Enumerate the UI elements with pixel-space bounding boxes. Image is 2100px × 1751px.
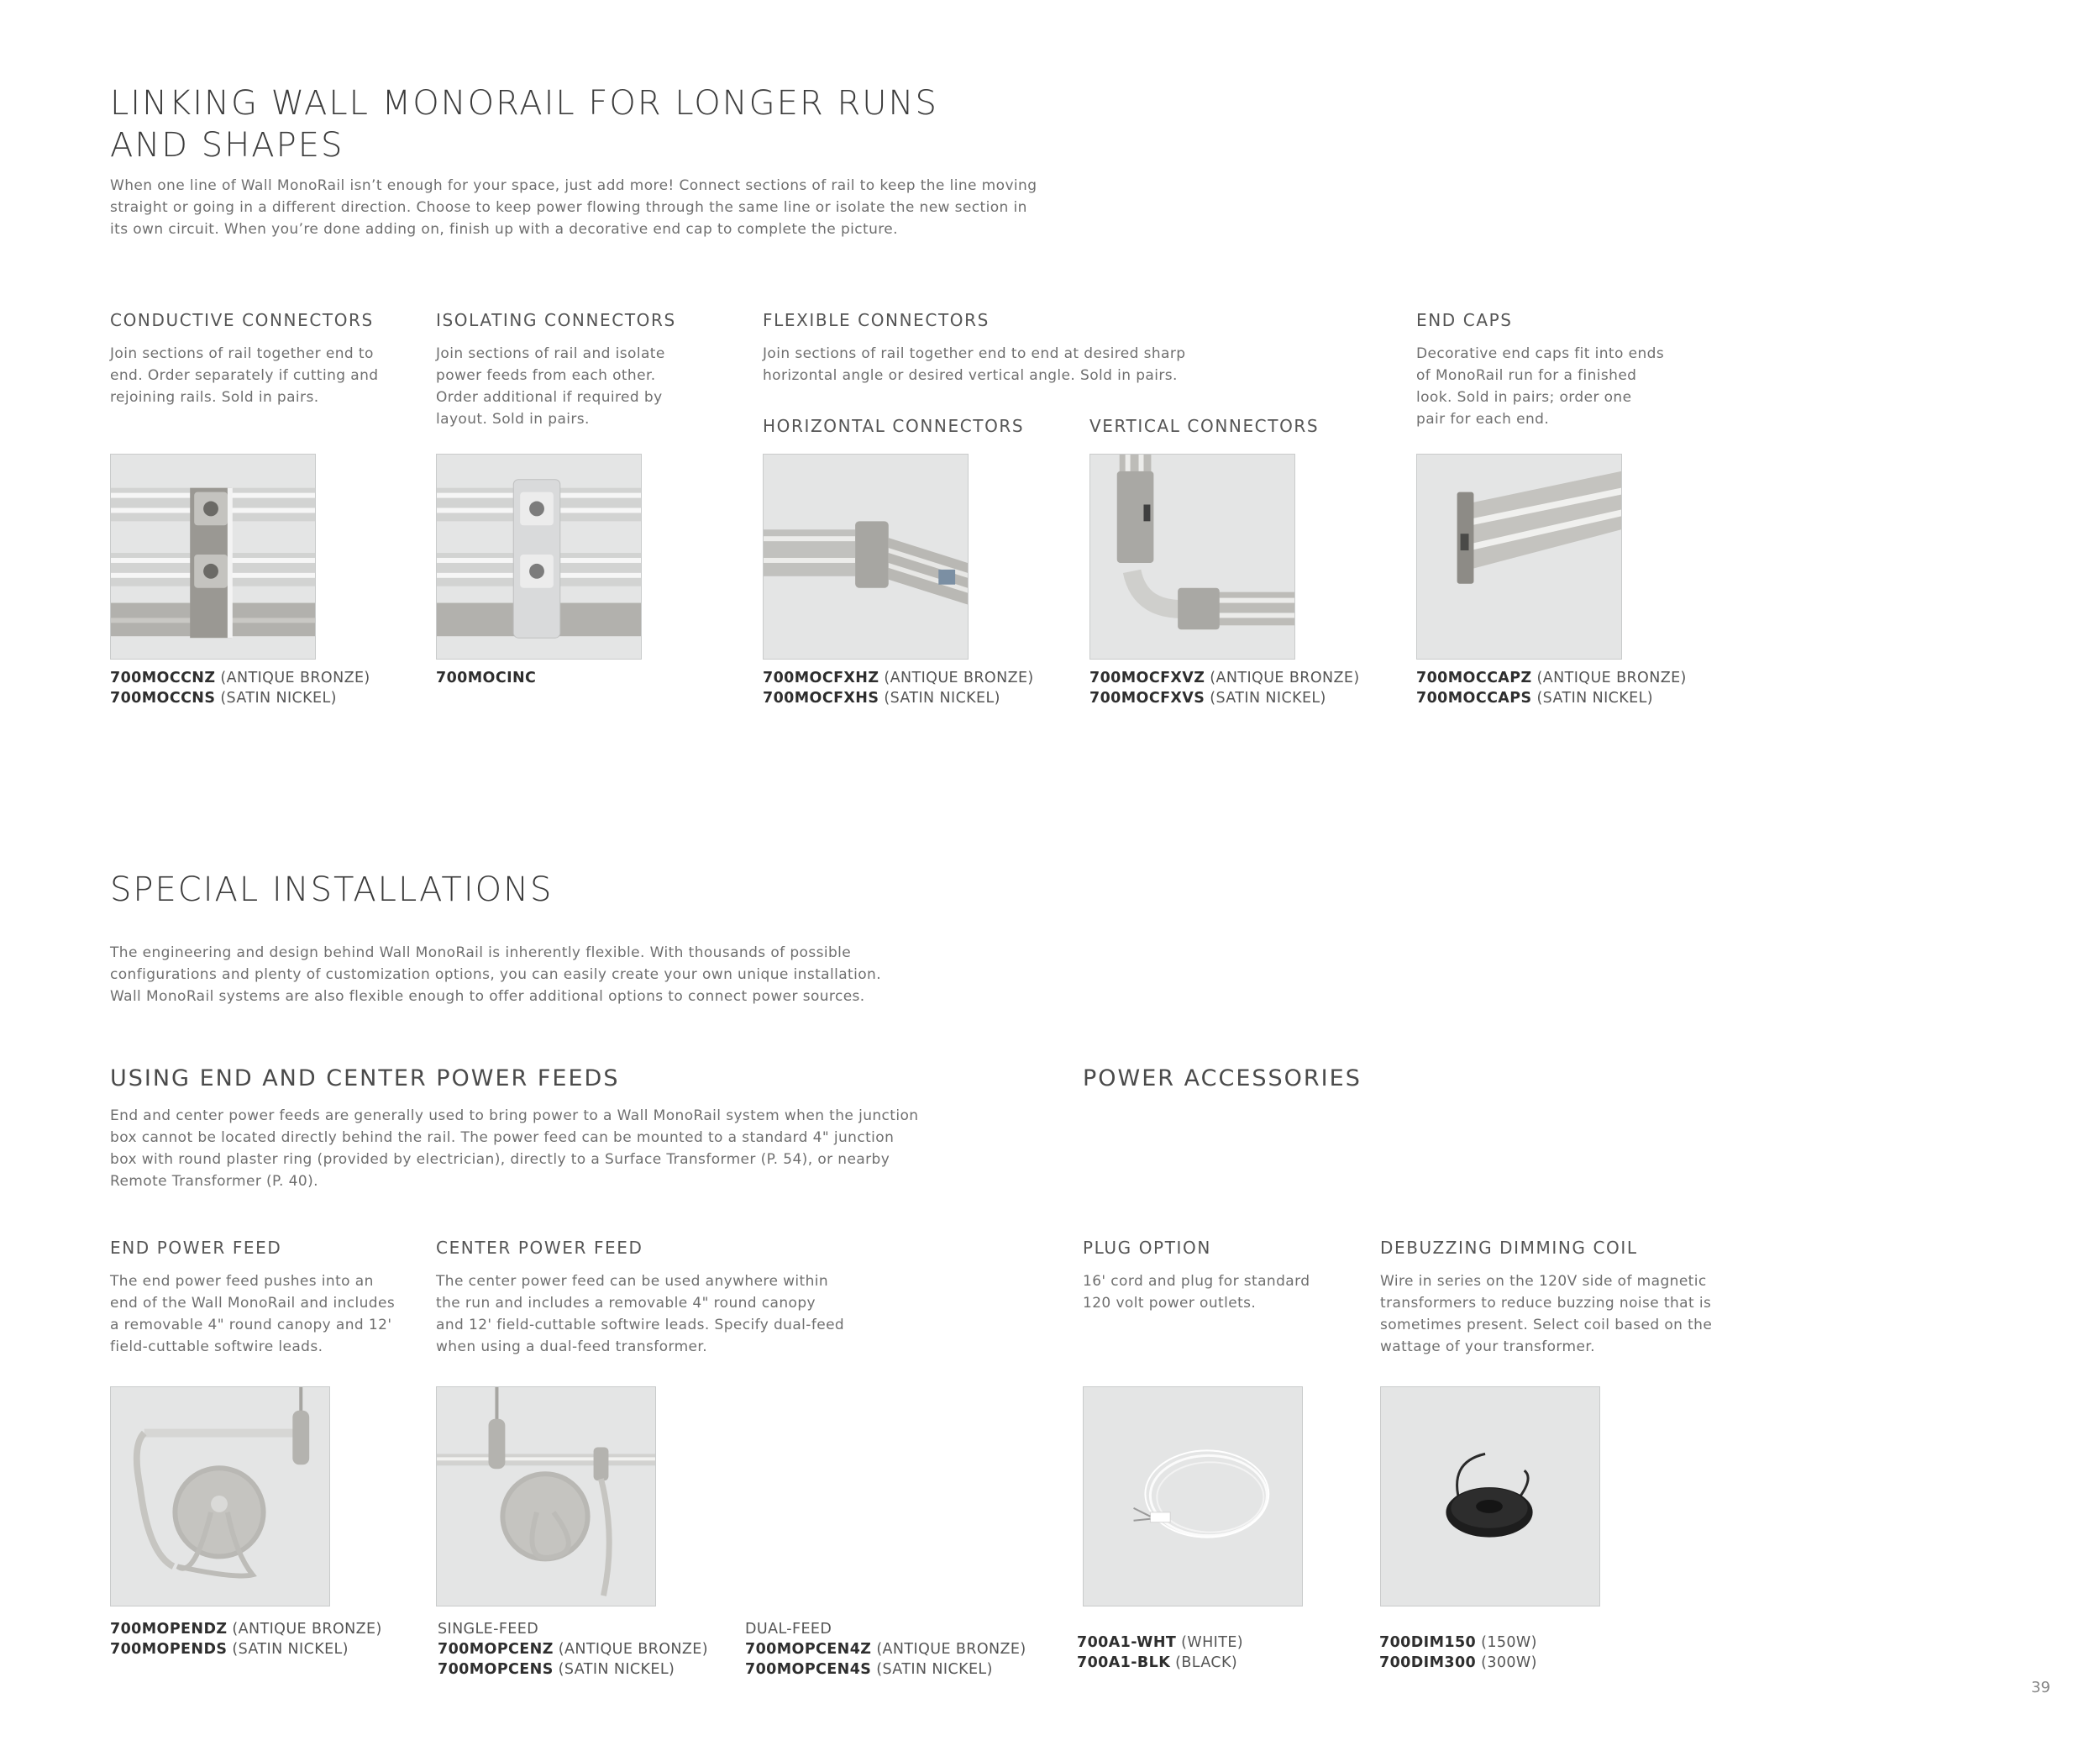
single-feed-block: [438, 1619, 708, 1680]
desc-line: power feeds from each other.: [436, 367, 656, 384]
product-code: 700MOCFXVS: [1089, 690, 1205, 707]
desc-line: horizontal angle or desired vertical angle. Sold in pairs.: [763, 367, 1178, 384]
product-finish: (150W): [1476, 1634, 1537, 1651]
special-intro-line: Wall MonoRail systems are also flexible enough to offer additional options to connect power sources.: [110, 988, 865, 1005]
product-code: 700MOCCNZ: [110, 670, 216, 686]
product-finish: (SATIN NICKEL): [871, 1661, 993, 1678]
center-power-feed-photo: [436, 1386, 656, 1606]
product-code: 700MOPCENZ: [438, 1641, 554, 1658]
desc-line: sometimes present. Select coil based on the: [1380, 1317, 1713, 1333]
vertical-heading: VERTICAL CONNECTORS: [1089, 416, 1320, 436]
page-number: 39: [2031, 1679, 2050, 1696]
conductive-heading: CONDUCTIVE CONNECTORS: [110, 310, 374, 330]
product-finish: (300W): [1476, 1654, 1537, 1671]
linking-intro: [110, 175, 1037, 240]
center-feed-heading: CENTER POWER FEED: [436, 1238, 643, 1258]
feeds-intro: [110, 1105, 918, 1192]
coil-codes: [1379, 1633, 1537, 1673]
desc-line: of MonoRail run for a finished: [1416, 367, 1637, 384]
vertical-connector-photo: [1089, 454, 1295, 660]
linking-intro-line: When one line of Wall MonoRail isn’t enough for your space, just add more! Connect sections of rail to keep the line moving: [110, 177, 1037, 194]
feeds-intro-line: box cannot be located directly behind the rail. The power feed can be mounted to a standard 4" junction: [110, 1129, 895, 1146]
product-code: 700MOCINC: [436, 670, 537, 686]
end-feed-codes: [110, 1619, 382, 1659]
flexible-desc: [763, 343, 1185, 386]
product-finish: (ANTIQUE BRONZE): [553, 1641, 708, 1658]
product-code: 700MOCCAPZ: [1416, 670, 1532, 686]
product-finish: (ANTIQUE BRONZE): [215, 670, 370, 686]
end-power-feed-photo: [110, 1386, 330, 1606]
product-code-row: [436, 668, 536, 688]
desc-line: wattage of your transformer.: [1380, 1338, 1595, 1355]
desc-line: the run and includes a removable 4" round canopy: [436, 1295, 816, 1312]
conductive-codes: [110, 668, 370, 708]
product-code: 700MOPCEN4Z: [745, 1641, 872, 1658]
endcaps-desc: [1416, 343, 1664, 430]
product-code-row: [1077, 1633, 1243, 1653]
desc-line: look. Sold in pairs; order one: [1416, 389, 1632, 406]
isolating-codes: [436, 668, 536, 688]
product-code-row: [1089, 668, 1360, 688]
product-code-row: [1379, 1653, 1537, 1673]
product-finish: (ANTIQUE BRONZE): [879, 670, 1034, 686]
single-feed-label: SINGLE-FEED: [438, 1621, 539, 1638]
product-finish: (ANTIQUE BRONZE): [1205, 670, 1360, 686]
feeds-intro-line: Remote Transformer (P. 40).: [110, 1173, 318, 1190]
desc-line: Join sections of rail together end to: [110, 345, 374, 362]
desc-line: layout. Sold in pairs.: [436, 411, 590, 428]
product-code-row: [1416, 688, 1687, 708]
product-finish: (SATIN NICKEL): [879, 690, 1000, 707]
product-finish: (ANTIQUE BRONZE): [1531, 670, 1687, 686]
product-finish: (WHITE): [1176, 1634, 1244, 1651]
product-code-row: [1416, 668, 1687, 688]
product-finish: (SATIN NICKEL): [1205, 690, 1326, 707]
product-code-row: [1089, 688, 1360, 708]
feeds-title: USING END AND CENTER POWER FEEDS: [110, 1065, 620, 1091]
product-code: 700MOPENDS: [110, 1641, 228, 1658]
product-code: 700MOCCNS: [110, 690, 216, 707]
accessories-title: POWER ACCESSORIES: [1083, 1065, 1362, 1091]
product-code: 700MOCCAPS: [1416, 690, 1532, 707]
desc-line: The end power feed pushes into an: [110, 1273, 374, 1290]
desc-line: pair for each end.: [1416, 411, 1550, 428]
desc-line: when using a dual-feed transformer.: [436, 1338, 708, 1355]
product-code: 700A1-BLK: [1077, 1654, 1171, 1671]
coil-desc: [1380, 1270, 1712, 1358]
product-code: 700MOPCENS: [438, 1661, 554, 1678]
horizontal-connector-photo: [763, 454, 969, 660]
endcaps-heading: END CAPS: [1416, 310, 1513, 330]
dimming-coil-photo: [1380, 1386, 1600, 1606]
plug-cord-photo: [1083, 1386, 1303, 1606]
horizontal-codes: [763, 668, 1034, 708]
desc-line: Decorative end caps fit into ends: [1416, 345, 1665, 362]
product-code: 700MOPCEN4S: [745, 1661, 872, 1678]
end-cap-photo: [1416, 454, 1622, 660]
coil-heading: DEBUZZING DIMMING COIL: [1380, 1238, 1638, 1258]
product-finish: (SATIN NICKEL): [553, 1661, 675, 1678]
linking-title: [110, 82, 938, 166]
product-code: 700DIM300: [1379, 1654, 1477, 1671]
linking-intro-line: its own circuit. When you’re done adding on, finish up with a decorative end cap to complete the picture.: [110, 221, 898, 238]
desc-line: Wire in series on the 120V side of magnetic: [1380, 1273, 1707, 1290]
special-intro: [110, 942, 881, 1007]
horizontal-heading: HORIZONTAL CONNECTORS: [763, 416, 1025, 436]
desc-line: The center power feed can be used anywhere within: [436, 1273, 829, 1290]
plug-heading: PLUG OPTION: [1083, 1238, 1211, 1258]
product-code-row: [763, 688, 1034, 708]
product-code: 700MOPENDZ: [110, 1621, 228, 1638]
product-finish: (ANTIQUE BRONZE): [871, 1641, 1026, 1658]
isolating-heading: ISOLATING CONNECTORS: [436, 310, 676, 330]
desc-line: rejoining rails. Sold in pairs.: [110, 389, 319, 406]
product-code-row: [110, 688, 370, 708]
special-intro-line: configurations and plenty of customization options, you can easily create your own unique installation.: [110, 966, 882, 983]
plug-desc: [1083, 1270, 1310, 1314]
product-code-row: [110, 1639, 382, 1659]
isolating-desc: [436, 343, 665, 430]
product-code-row: [110, 668, 370, 688]
product-code-row: [1077, 1653, 1243, 1673]
end-feed-heading: END POWER FEED: [110, 1238, 282, 1258]
product-code-row: [763, 668, 1034, 688]
dual-feed-block: [745, 1619, 1026, 1680]
conductive-connector-photo: [110, 454, 316, 660]
desc-line: transformers to reduce buzzing noise that is: [1380, 1295, 1712, 1312]
desc-line: Join sections of rail together end to end at desired sharp: [763, 345, 1186, 362]
desc-line: field-cuttable softwire leads.: [110, 1338, 323, 1355]
isolating-connector-photo: [436, 454, 642, 660]
desc-line: end. Order separately if cutting and: [110, 367, 379, 384]
flexible-heading: FLEXIBLE CONNECTORS: [763, 310, 990, 330]
linking-title-line1: LINKING WALL MONORAIL FOR LONGER RUNS: [110, 84, 938, 123]
product-finish: (SATIN NICKEL): [1531, 690, 1654, 707]
desc-line: and 12' field-cuttable softwire leads. Specify dual-feed: [436, 1317, 845, 1333]
desc-line: 16' cord and plug for standard: [1083, 1273, 1310, 1290]
product-finish: (ANTIQUE BRONZE): [227, 1621, 382, 1638]
product-code-row: [438, 1659, 708, 1680]
end-feed-desc: [110, 1270, 395, 1358]
linking-intro-line: straight or going in a different direction. Choose to keep power flowing through the same line or isolate the new section in: [110, 199, 1027, 216]
product-code: 700A1-WHT: [1077, 1634, 1177, 1651]
product-finish: (SATIN NICKEL): [215, 690, 337, 707]
special-title: SPECIAL INSTALLATIONS: [110, 870, 554, 909]
product-code-row: [745, 1639, 1026, 1659]
feeds-intro-line: End and center power feeds are generally used to bring power to a Wall MonoRail system when the junction: [110, 1107, 919, 1124]
product-code-row: [745, 1659, 1026, 1680]
linking-title-line2: AND SHAPES: [110, 126, 344, 165]
product-code: 700MOCFXHZ: [763, 670, 879, 686]
product-code: 700MOCFXHS: [763, 690, 879, 707]
product-code: 700DIM150: [1379, 1634, 1477, 1651]
vertical-codes: [1089, 668, 1360, 708]
desc-line: a removable 4" round canopy and 12': [110, 1317, 392, 1333]
endcaps-codes: [1416, 668, 1687, 708]
dual-feed-label: DUAL-FEED: [745, 1621, 832, 1638]
product-finish: (SATIN NICKEL): [227, 1641, 349, 1658]
conductive-desc: [110, 343, 378, 408]
desc-line: end of the Wall MonoRail and includes: [110, 1295, 396, 1312]
desc-line: Join sections of rail and isolate: [436, 345, 665, 362]
product-code-row: [438, 1639, 708, 1659]
desc-line: 120 volt power outlets.: [1083, 1295, 1257, 1312]
plug-codes: [1077, 1633, 1243, 1673]
product-code-row: [110, 1619, 382, 1639]
special-intro-line: The engineering and design behind Wall MonoRail is inherently flexible. With thousands of possible: [110, 944, 852, 961]
product-code: 700MOCFXVZ: [1089, 670, 1205, 686]
feeds-intro-line: box with round plaster ring (provided by electrician), directly to a Surface Transformer (P. 54), or nearby: [110, 1151, 890, 1168]
product-code-row: [1379, 1633, 1537, 1653]
desc-line: Order additional if required by: [436, 389, 663, 406]
center-feed-desc: [436, 1270, 844, 1358]
product-finish: (BLACK): [1170, 1654, 1238, 1671]
